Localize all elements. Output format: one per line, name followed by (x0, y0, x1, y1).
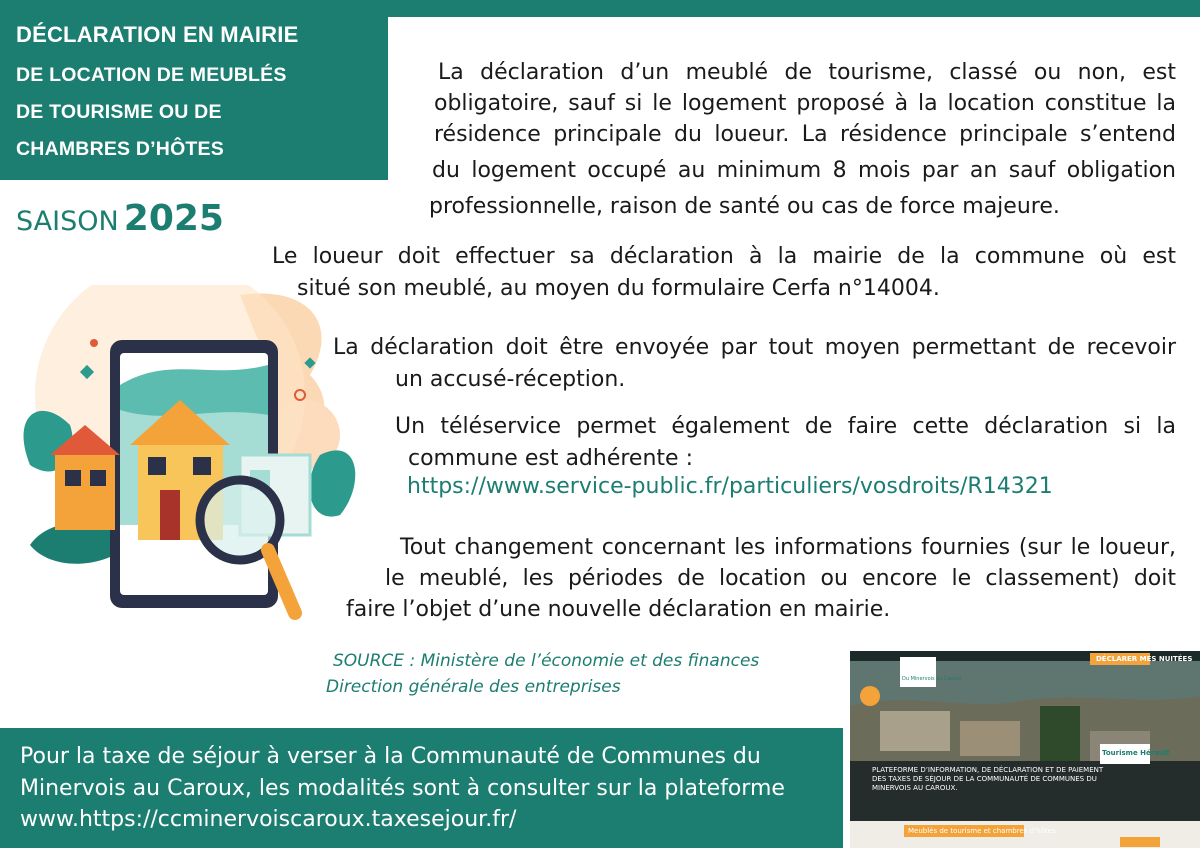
house-left (55, 455, 115, 530)
text-line: le meublé, les périodes de location ou encore le classement) doit (385, 566, 1176, 591)
text-line: obligatoire, sauf si le logement proposé à la location constitue la (434, 91, 1176, 116)
title-line: DE LOCATION DE MEUBLÉS (16, 64, 287, 86)
text-line: faire l’objet d’une nouvelle déclaration en mairie. (346, 597, 891, 622)
phone-houses-illustration (10, 285, 370, 630)
footer-line: Pour la taxe de séjour à verser à la Communauté de Communes du (20, 744, 761, 769)
decor-dot (90, 339, 98, 347)
house-door (160, 490, 180, 540)
source-line-1: SOURCE : Ministère de l’économie et des finances (333, 651, 760, 671)
season-year: 2025 (123, 198, 224, 239)
house-window (65, 470, 81, 486)
text-line: résidence principale du loueur. La résidence principale s’entend (434, 122, 1176, 147)
text-line: professionnelle, raison de santé ou cas de force majeure. (429, 194, 1060, 219)
house-window (148, 457, 166, 475)
website-logo: Du Minervois au Caroux (902, 676, 962, 682)
website-headline: MINERVOIS AU CAROUX. (872, 784, 958, 792)
website-brand: Tourisme Hérault (1102, 749, 1170, 757)
website-section-title: Meublés de tourisme et chambres d’hôtes (908, 827, 1056, 835)
source-line-2: Direction générale des entreprises (326, 677, 621, 697)
footer-box (0, 728, 843, 848)
season-word: SAISON (16, 206, 119, 237)
title-line: DÉCLARATION EN MAIRIE (16, 22, 299, 47)
text-line: Un téléservice permet également de faire cette déclaration si la (395, 414, 1176, 439)
title-line: DE TOURISME OU DE (16, 101, 222, 123)
text-line: La déclaration doit être envoyée par tout moyen permettant de recevoir (333, 335, 1176, 360)
text-line: Tout changement concernant les informations fournies (sur le loueur, (400, 535, 1176, 560)
service-public-link[interactable]: https://www.service-public.fr/particuliers/vosdroits/R14321 (407, 474, 1053, 499)
footer-line: Minervois au Caroux, les modalités sont à consulter sur la plateforme (20, 776, 785, 801)
season-label (16, 198, 224, 239)
house-window (90, 470, 106, 486)
text-line: Le loueur doit effectuer sa déclaration à la mairie de la commune où est (272, 244, 1176, 269)
text-line: un accusé-réception. (395, 367, 626, 392)
text-line: situé son meublé, au moyen du formulaire Cerfa n°14004. (297, 276, 940, 301)
website-headline: PLATEFORME D’INFORMATION, DE DÉCLARATION ET DE PAIEMENT (872, 766, 1104, 774)
website-headline: DES TAXES DE SÉJOUR DE LA COMMUNAUTÉ DE COMMUNES DU (872, 775, 1097, 783)
text-line: La déclaration d’un meublé de tourisme, classé ou non, est (438, 60, 1176, 85)
text-line: du logement occupé au minimum 8 mois par an sauf obligation (432, 158, 1176, 183)
text-line: commune est adhérente : (408, 446, 693, 471)
title-box (0, 0, 388, 180)
website-declare-button[interactable]: DÉCLARER MES NUITÉES (1096, 655, 1193, 663)
website-screenshot (850, 651, 1200, 848)
footer-url[interactable]: www.https://ccminervoiscaroux.taxesejour.fr/ (20, 807, 517, 832)
house-window (193, 457, 211, 475)
title-line: CHAMBRES D’HÔTES (16, 138, 224, 160)
